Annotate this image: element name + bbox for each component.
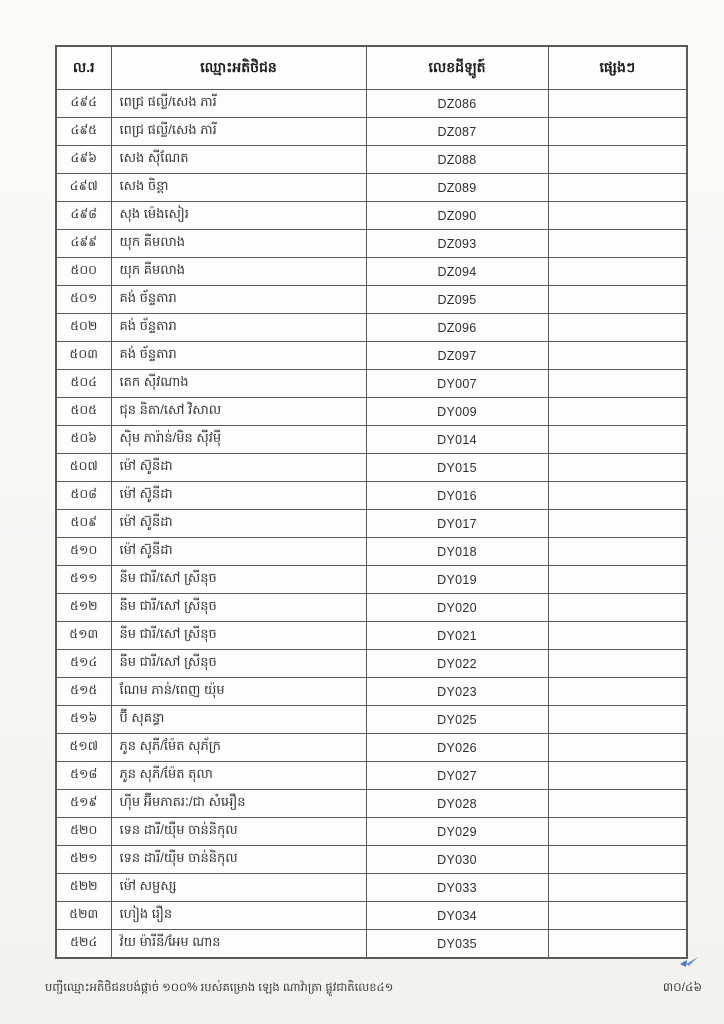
row-number-cell: ៥២២	[56, 874, 111, 902]
lot-number-cell: DY009	[366, 398, 548, 426]
row-number-cell: ៥២៣	[56, 902, 111, 930]
lot-number-cell: DY028	[366, 790, 548, 818]
row-number-cell: ៥០៨	[56, 482, 111, 510]
table-row	[56, 538, 687, 566]
other-cell	[548, 622, 687, 650]
lot-number-cell: DY007	[366, 370, 548, 398]
other-cell	[548, 454, 687, 482]
lot-number-cell: DZ088	[366, 146, 548, 174]
other-cell	[548, 538, 687, 566]
row-number-cell: ៥២០	[56, 818, 111, 846]
lot-number-cell: DY016	[366, 482, 548, 510]
lot-number-cell: DZ095	[366, 286, 548, 314]
page-number: ៣០/៤៦	[662, 980, 702, 994]
other-cell	[548, 230, 687, 258]
table-row	[56, 482, 687, 510]
lot-number-cell: DY035	[366, 930, 548, 959]
lot-number-cell: DZ090	[366, 202, 548, 230]
other-cell	[548, 678, 687, 706]
table-row	[56, 342, 687, 370]
lot-number-cell: DZ089	[366, 174, 548, 202]
other-cell	[548, 902, 687, 930]
lot-number-cell: DY017	[366, 510, 548, 538]
row-number-cell: ៥១៦	[56, 706, 111, 734]
customer-name-cell: យុក គីមលាង	[111, 258, 366, 286]
other-cell	[548, 510, 687, 538]
customer-name-cell: នីម ជារី/សៅ ស្រីនុច	[111, 566, 366, 594]
customer-name-cell: តេក ស៊ីវណាង	[111, 370, 366, 398]
column-header-lot-number: លេខដីឡូត៍	[366, 46, 548, 90]
row-number-cell: ៥១០	[56, 538, 111, 566]
customer-name-cell: ស៊ិម ភារ៉ាន់/មិន ស៊ីវម៉ី	[111, 426, 366, 454]
blue-pen-check-mark-icon	[678, 955, 700, 971]
row-number-cell: ៥០១	[56, 286, 111, 314]
row-number-cell: ៥០២	[56, 314, 111, 342]
lot-number-cell: DY034	[366, 902, 548, 930]
row-number-cell: ៤៩៧	[56, 174, 111, 202]
lot-number-cell: DY018	[366, 538, 548, 566]
page-footer	[45, 979, 702, 997]
lot-number-cell: DZ093	[366, 230, 548, 258]
row-number-cell: ៤៩៦	[56, 146, 111, 174]
other-cell	[548, 706, 687, 734]
row-number-cell: ៤៩៨	[56, 202, 111, 230]
row-number-cell: ៥១៩	[56, 790, 111, 818]
other-cell	[548, 314, 687, 342]
table-row	[56, 230, 687, 258]
row-number-cell: ៤៩៥	[56, 118, 111, 146]
row-number-cell: ៥២៤	[56, 930, 111, 959]
table-row	[56, 622, 687, 650]
row-number-cell: ៤៩៤	[56, 90, 111, 118]
lot-number-cell: DY020	[366, 594, 548, 622]
other-cell	[548, 174, 687, 202]
lot-number-cell: DY025	[366, 706, 548, 734]
customer-name-cell: ជុន និតា/សៅ វិសាល	[111, 398, 366, 426]
customer-name-cell: ម៉ៅ ស៊ូនីដា	[111, 454, 366, 482]
table-row	[56, 426, 687, 454]
lot-number-cell: DY021	[366, 622, 548, 650]
table-row	[56, 678, 687, 706]
row-number-cell: ៥១៣	[56, 622, 111, 650]
table-row	[56, 790, 687, 818]
table-row	[56, 846, 687, 874]
table-row	[56, 706, 687, 734]
other-cell	[548, 566, 687, 594]
other-cell	[548, 258, 687, 286]
customer-name-cell: ពេជ្រ ផល្លី/សេង ភារី	[111, 90, 366, 118]
table-row	[56, 202, 687, 230]
table-row	[56, 286, 687, 314]
row-number-cell: ៥០៣	[56, 342, 111, 370]
lot-number-cell: DZ087	[366, 118, 548, 146]
other-cell	[548, 846, 687, 874]
other-cell	[548, 650, 687, 678]
table-row	[56, 314, 687, 342]
lot-number-cell: DZ086	[366, 90, 548, 118]
row-number-cell: ៥០៩	[56, 510, 111, 538]
customer-name-cell: សេង ស៊ីណែត	[111, 146, 366, 174]
row-number-cell: ៥០៤	[56, 370, 111, 398]
other-cell	[548, 762, 687, 790]
table-row	[56, 454, 687, 482]
customer-name-cell: ម៉ៅ ស៊ូនីដា	[111, 538, 366, 566]
column-header-customer-name: ឈ្មោះអតិថិជន	[111, 46, 366, 90]
other-cell	[548, 426, 687, 454]
column-header-other: ផ្សេងៗ	[548, 46, 687, 90]
table-row	[56, 174, 687, 202]
other-cell	[548, 790, 687, 818]
lot-number-cell: DY033	[366, 874, 548, 902]
lot-number-cell: DZ096	[366, 314, 548, 342]
other-cell	[548, 398, 687, 426]
customer-name-cell: គង់ ច័ន្ទតារា	[111, 286, 366, 314]
customer-name-cell: ទេន ដារី/យ៉ឺម ចាន់និកុល	[111, 818, 366, 846]
table-row	[56, 146, 687, 174]
row-number-cell: ៥១៧	[56, 734, 111, 762]
customer-lot-table	[55, 45, 688, 959]
customer-name-cell: ពេជ្រ ផល្លី/សេង ភារី	[111, 118, 366, 146]
row-number-cell: ៥២១	[56, 846, 111, 874]
lot-number-cell: DY027	[366, 762, 548, 790]
other-cell	[548, 874, 687, 902]
customer-name-cell: ភូន សុភី/ម៉ែត សុភ័ក្រ	[111, 734, 366, 762]
table-row	[56, 818, 687, 846]
customer-name-cell: នីម ជារី/សៅ ស្រីនុច	[111, 594, 366, 622]
customer-name-cell: ម៉ៅ ស៊ូនីដា	[111, 510, 366, 538]
row-number-cell: ៥០០	[56, 258, 111, 286]
other-cell	[548, 594, 687, 622]
other-cell	[548, 734, 687, 762]
other-cell	[548, 482, 687, 510]
row-number-cell: ៥១៨	[56, 762, 111, 790]
other-cell	[548, 202, 687, 230]
other-cell	[548, 90, 687, 118]
customer-name-cell: ភូន សុភី/ម៉ែត តុលា	[111, 762, 366, 790]
table-row	[56, 902, 687, 930]
other-cell	[548, 930, 687, 959]
row-number-cell: ៥០៥	[56, 398, 111, 426]
table-header-row	[56, 46, 687, 90]
table-row	[56, 594, 687, 622]
row-number-cell: ៥១៤	[56, 650, 111, 678]
other-cell	[548, 370, 687, 398]
lot-number-cell: DZ097	[366, 342, 548, 370]
row-number-cell: ៥១២	[56, 594, 111, 622]
customer-name-cell: ហ៊ីម អ៊ីមភាតរៈ/ជា សំអឿន	[111, 790, 366, 818]
customer-name-cell: យុក គីមលាង	[111, 230, 366, 258]
row-number-cell: ៥១១	[56, 566, 111, 594]
table-row	[56, 90, 687, 118]
table-row	[56, 566, 687, 594]
other-cell	[548, 286, 687, 314]
table-row	[56, 930, 687, 959]
customer-name-cell: ទេន ដារី/យ៉ឺម ចាន់និកុល	[111, 846, 366, 874]
table-row	[56, 118, 687, 146]
row-number-cell: ៤៩៩	[56, 230, 111, 258]
table-row	[56, 258, 687, 286]
lot-number-cell: DY026	[366, 734, 548, 762]
customer-name-cell: ម៉ៅ សម្ផស្ស	[111, 874, 366, 902]
other-cell	[548, 342, 687, 370]
customer-name-cell: សុង ម៉េងសៀរ	[111, 202, 366, 230]
table-row	[56, 370, 687, 398]
customer-name-cell: ណែម ភាន់/ពេញ យ៉ុម	[111, 678, 366, 706]
lot-number-cell: DY023	[366, 678, 548, 706]
customer-name-cell: ហៀង រឿន	[111, 902, 366, 930]
lot-number-cell: DY015	[366, 454, 548, 482]
lot-number-cell: DY019	[366, 566, 548, 594]
customer-name-cell: នីម ជារី/សៅ ស្រីនុច	[111, 650, 366, 678]
customer-name-cell: វ៉យ ម៉ារីនី/អែម ណាន	[111, 930, 366, 959]
lot-number-cell: DZ094	[366, 258, 548, 286]
lot-number-cell: DY022	[366, 650, 548, 678]
customer-name-cell: គង់ ច័ន្ទតារា	[111, 314, 366, 342]
customer-name-cell: ម៉ៅ ស៊ូនីដា	[111, 482, 366, 510]
table-row	[56, 398, 687, 426]
customer-name-cell: គង់ ច័ន្ទតារា	[111, 342, 366, 370]
lot-number-cell: DY030	[366, 846, 548, 874]
table-row	[56, 874, 687, 902]
customer-name-cell: សេង ចិន្តា	[111, 174, 366, 202]
other-cell	[548, 118, 687, 146]
customer-name-cell: នីម ជារី/សៅ ស្រីនុច	[111, 622, 366, 650]
table-row	[56, 762, 687, 790]
lot-number-cell: DY029	[366, 818, 548, 846]
table-row	[56, 510, 687, 538]
column-header-number: ល.រ	[56, 46, 111, 90]
other-cell	[548, 818, 687, 846]
row-number-cell: ៥០៦	[56, 426, 111, 454]
footer-caption: បញ្ជីឈ្មោះអតិថិជនបង់ផ្តាច់ ១០០% របស់គម្រោង ឡេង ណាវ៉ាត្រា ផ្លូវជាតិលេខ៤១	[45, 982, 394, 994]
table-row	[56, 734, 687, 762]
row-number-cell: ៥០៧	[56, 454, 111, 482]
lot-number-cell: DY014	[366, 426, 548, 454]
customer-name-cell: ប៊ី សុគន្ធា	[111, 706, 366, 734]
row-number-cell: ៥១៥	[56, 678, 111, 706]
table-row	[56, 650, 687, 678]
other-cell	[548, 146, 687, 174]
